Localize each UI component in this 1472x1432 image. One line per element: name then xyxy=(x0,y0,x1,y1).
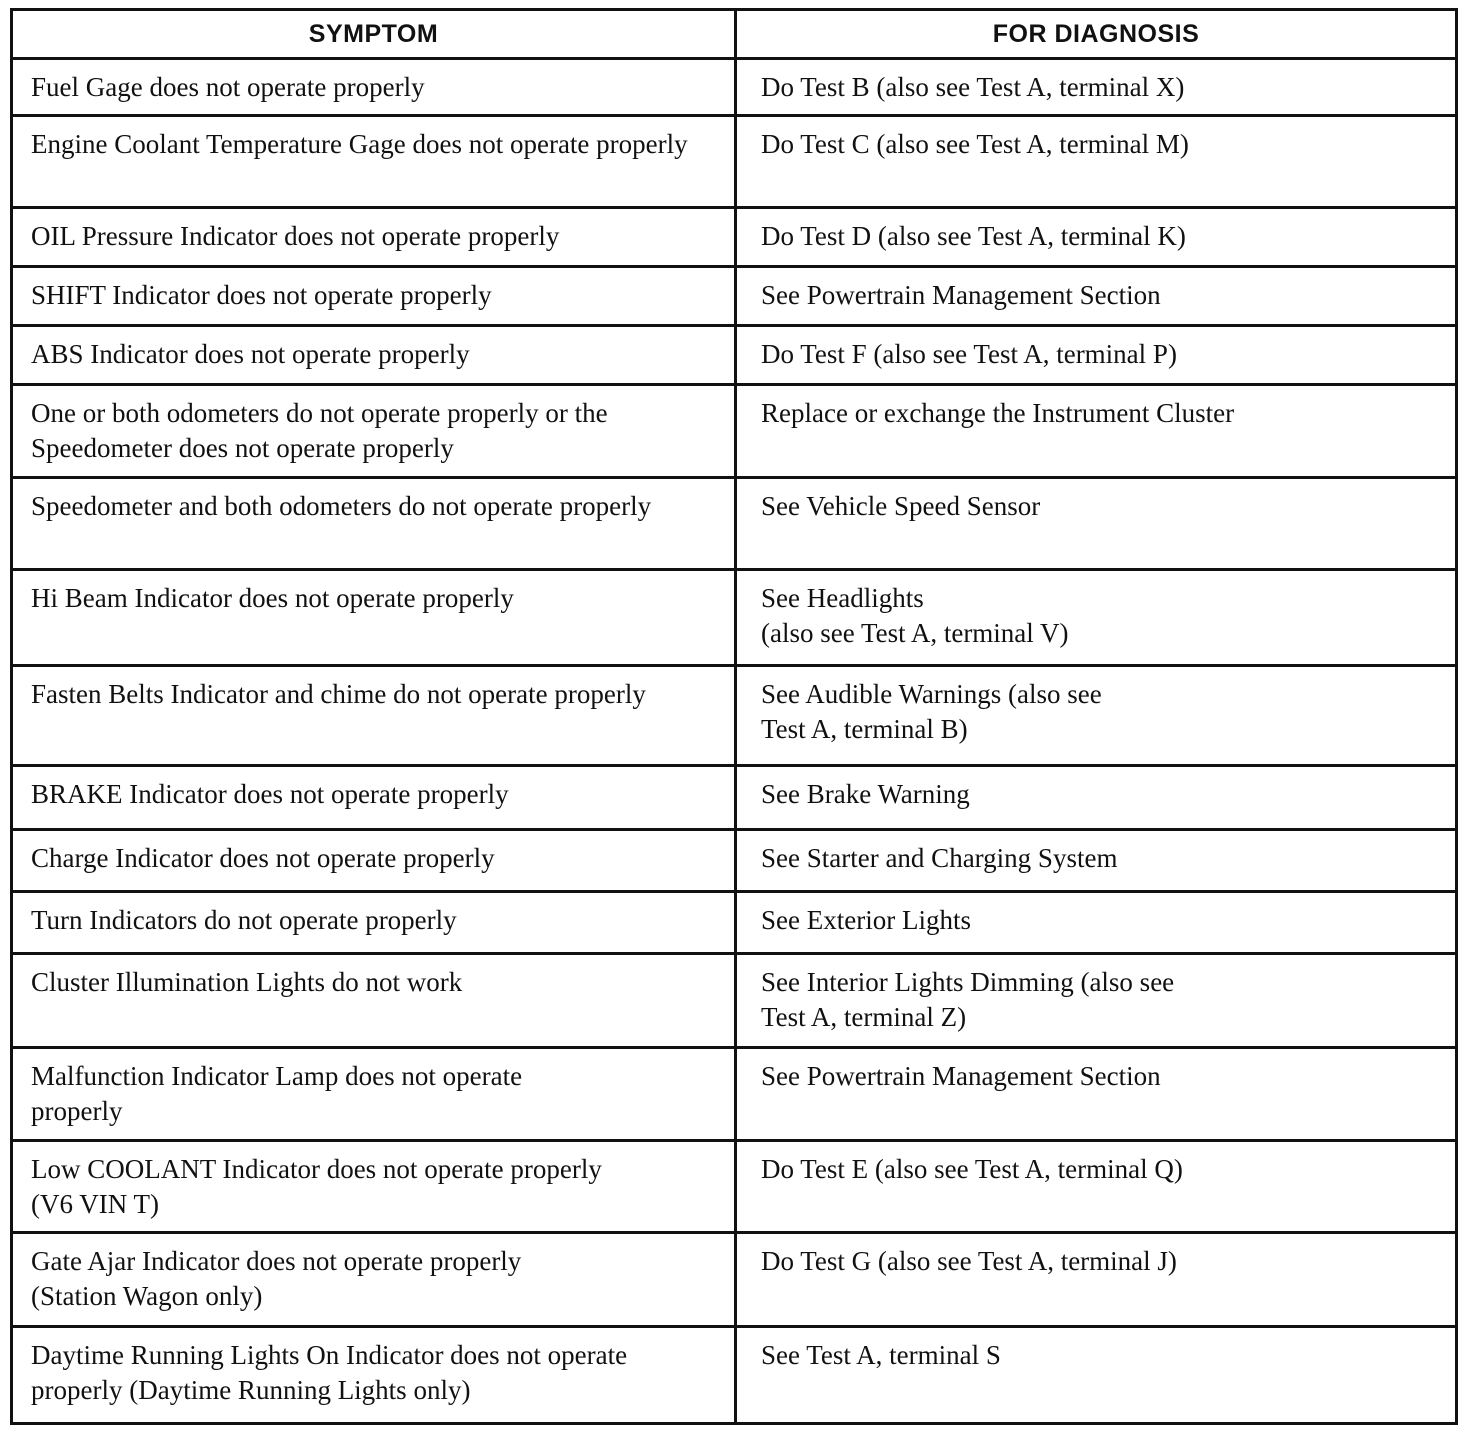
diagnosis-cell: Do Test G (also see Test A, terminal J) xyxy=(761,1246,1177,1276)
diagnosis-cell: Do Test D (also see Test A, terminal K) xyxy=(761,221,1186,251)
diagnosis-cell: See Powertrain Management Section xyxy=(761,280,1161,310)
diagnosis-column-header: FOR DIAGNOSIS xyxy=(992,20,1200,48)
diagnosis-cell: Replace or exchange the Instrument Cluster xyxy=(761,398,1235,428)
symptom-cell: BRAKE Indicator does not operate properly xyxy=(13,767,737,828)
symptom-cell: Hi Beam Indicator does not operate properly xyxy=(13,571,737,664)
diagnosis-cell: See Audible Warnings (also see Test A, terminal B) xyxy=(761,679,1102,744)
table-row xyxy=(13,476,1455,568)
symptom-cell: Fuel Gage does not operate properly xyxy=(13,60,737,114)
symptom-cell: Speedometer and both odometers do not operate properly xyxy=(13,479,737,568)
diagnosis-cell: Do Test E (also see Test A, terminal Q) xyxy=(761,1154,1183,1184)
symptom-cell: OIL Pressure Indicator does not operate properly xyxy=(13,209,737,265)
diagnosis-cell: Do Test F (also see Test A, terminal P) xyxy=(761,339,1177,369)
table-row xyxy=(13,664,1455,764)
symptom-cell: Low COOLANT Indicator does not operate properly (V6 VIN T) xyxy=(13,1142,737,1231)
table-row xyxy=(13,1046,1455,1139)
diagnosis-cell: See Test A, terminal S xyxy=(761,1340,1001,1370)
table-row xyxy=(13,206,1455,265)
table-row xyxy=(13,568,1455,664)
symptom-column-header: SYMPTOM xyxy=(13,11,737,57)
symptom-cell: Cluster Illumination Lights do not work xyxy=(13,955,737,1046)
table-row xyxy=(13,114,1455,206)
table-row xyxy=(13,383,1455,476)
diagnosis-cell: See Interior Lights Dimming (also see Test A, terminal Z) xyxy=(761,967,1175,1032)
symptom-cell: Malfunction Indicator Lamp does not operate properly xyxy=(13,1049,737,1139)
symptom-cell: Charge Indicator does not operate properly xyxy=(13,831,737,890)
table-row xyxy=(13,952,1455,1046)
symptom-cell: Turn Indicators do not operate properly xyxy=(13,893,737,952)
table-header-row xyxy=(13,11,1455,57)
symptom-cell: Daytime Running Lights On Indicator does not operate properly (Daytime Running Lights only) xyxy=(13,1328,737,1422)
table-row xyxy=(13,1139,1455,1231)
symptom-cell: Gate Ajar Indicator does not operate properly (Station Wagon only) xyxy=(13,1234,737,1325)
diagnosis-table xyxy=(10,8,1458,1425)
diagnosis-cell: See Vehicle Speed Sensor xyxy=(761,491,1041,521)
diagnosis-cell: Do Test C (also see Test A, terminal M) xyxy=(761,129,1189,159)
diagnosis-cell: See Starter and Charging System xyxy=(761,843,1118,873)
table-row xyxy=(13,1325,1455,1422)
table-row xyxy=(13,57,1455,114)
table-row xyxy=(13,324,1455,383)
diagnosis-cell: Do Test B (also see Test A, terminal X) xyxy=(761,72,1185,102)
table-row xyxy=(13,1231,1455,1325)
diagnosis-cell: See Powertrain Management Section xyxy=(761,1061,1161,1091)
table-row xyxy=(13,265,1455,324)
diagnosis-cell: See Brake Warning xyxy=(761,779,970,809)
diagnosis-cell: See Exterior Lights xyxy=(761,905,971,935)
symptom-cell: ABS Indicator does not operate properly xyxy=(13,327,737,383)
diagnosis-cell: See Headlights (also see Test A, terminal V) xyxy=(761,583,1069,648)
symptom-cell: One or both odometers do not operate properly or the Speedometer does not operate properly xyxy=(13,386,737,476)
table-row xyxy=(13,764,1455,828)
table-row xyxy=(13,890,1455,952)
symptom-cell: Fasten Belts Indicator and chime do not operate properly xyxy=(13,667,737,764)
symptom-cell: Engine Coolant Temperature Gage does not operate properly xyxy=(13,117,737,206)
symptom-cell: SHIFT Indicator does not operate properly xyxy=(13,268,737,324)
table-row xyxy=(13,828,1455,890)
